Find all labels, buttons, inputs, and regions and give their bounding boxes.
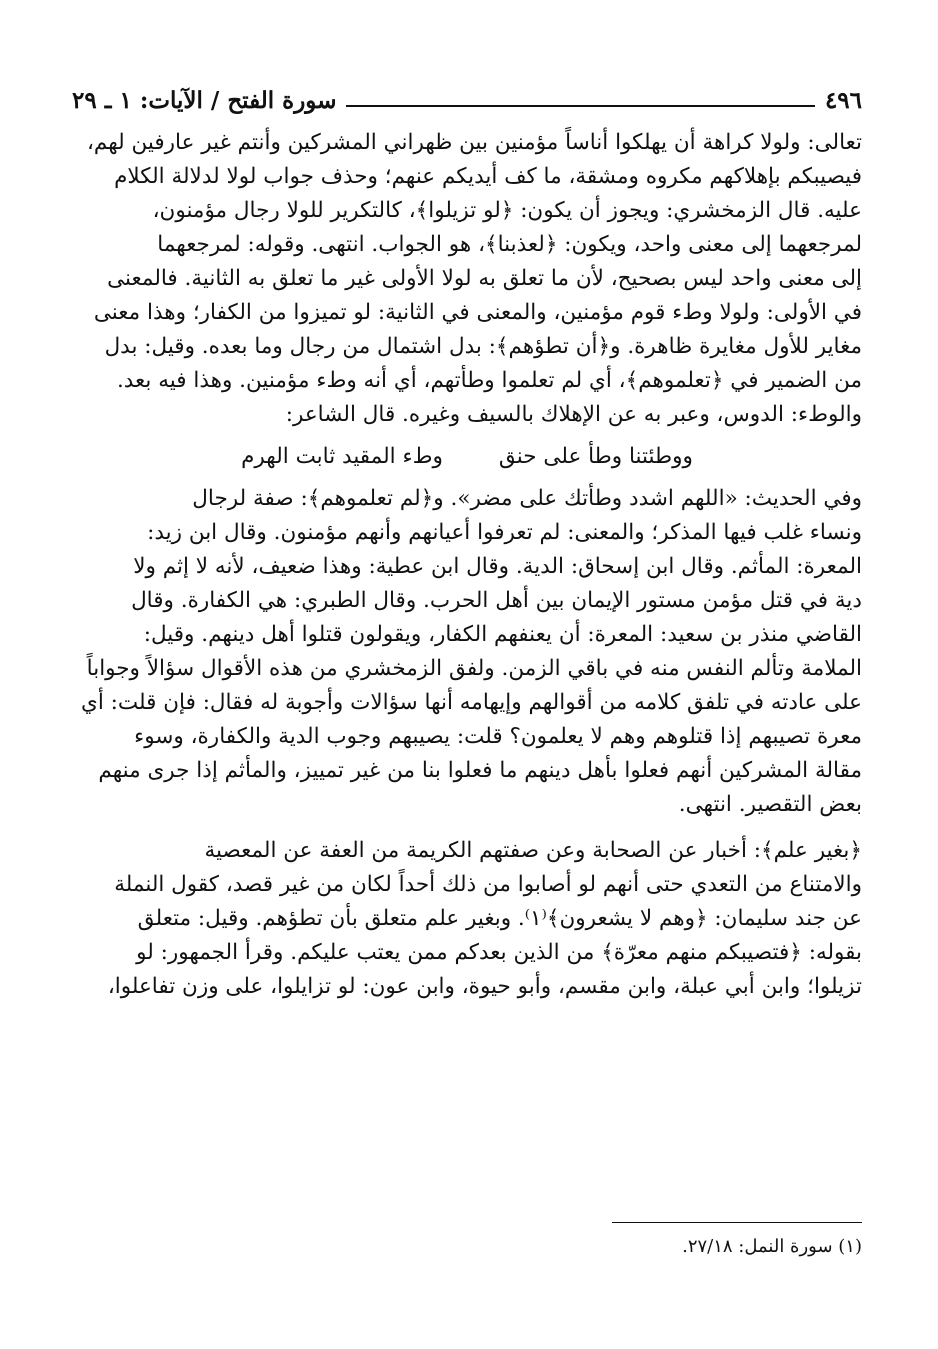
text-line: عليه. قال الزمخشري: ويجوز أن يكون: ﴿لو تزيلوا﴾، كالتكرير للولا رجال مؤمنون، (152, 198, 862, 223)
header-rule (346, 105, 814, 107)
verse-hemistich-1: ووطئتنا وطأ على حنق (498, 444, 693, 469)
text-line: معرة تصيبهم إذا قتلوهم وهم لا يعلمون؟ قلت: يصيبهم وجوب الدية والكفارة، وسوء (134, 724, 862, 749)
paragraph-3 (72, 834, 862, 1004)
text-line: إلى معنى واحد ليس بصحيح، لأن ما تعلق به لولا الأولى غير ما تعلق به الثانية. فالمعنى (107, 266, 862, 291)
text-line: وفي الحديث: «اللهم اشدد وطأتك على مضر». و﴿لم تعلموهم﴾: صفة لرجال (192, 486, 862, 511)
text-line: والامتناع من التعدي حتى أنهم لو أصابوا من ذلك أحداً لكان من غير قصد، كقول النملة (114, 872, 862, 897)
text-line: لمرجعهما إلى معنى واحد، ويكون: ﴿لعذبنا﴾، هو الجواب. انتهى. وقوله: لمرجعهما (157, 232, 862, 257)
page-number: ٤٩٦ (824, 87, 862, 114)
text-line: والوطء: الدوس، وعبر به عن الإهلاك بالسيف وغيره. قال الشاعر: (285, 402, 862, 427)
text-line: تعالى: ولولا كراهة أن يهلكوا أناساً مؤمنين بين ظهراني المشركين وأنتم غير عارفين لهم، (86, 130, 862, 155)
text-line: فيصيبكم بإهلاكهم مكروه ومشقة، ما كف أيديكم عنهم؛ وحذف جواب لولا لدلالة الكلام (114, 164, 862, 189)
text-line: تزيلوا؛ وابن أبي عبلة، وابن مقسم، وأبو حيوة، وابن عون: لو تزايلوا، على وزن تفاعلوا، (107, 974, 862, 999)
text-line: دية في قتل مؤمن مستور الإيمان بين أهل الحرب. وقال الطبري: هي الكفارة. وقال (131, 588, 862, 613)
text-line: من الضمير في ﴿تعلموهم﴾، أي لم تعلموا وطأتهم، أي أنه وطء مؤمنين. وهذا فيه بعد. (116, 368, 862, 393)
text-line: المعرة: المأثم. وقال ابن إسحاق: الدية. وقال ابن عطية: وهذا ضعيف، لأنه لا إثم ولا (133, 554, 862, 579)
page-header (72, 88, 862, 114)
text-line: ﴿بغير علم﴾: أخبار عن الصحابة وعن صفتهم الكريمة من العفة عن المعصية (204, 838, 862, 863)
paragraph-2 (72, 482, 862, 822)
footnote-separator (612, 1222, 862, 1223)
main-text (72, 126, 862, 1004)
footnote: (١) سورة النمل: ٢٧/١٨. (682, 1236, 862, 1257)
running-title: سورة الفتح / الآيات: ١ ـ ٢٩ (72, 87, 337, 114)
paragraph-1 (72, 126, 862, 432)
text-line: بقوله: ﴿فتصيبكم منهم معرّة﴾ من الذين بعدكم ممن يعتب عليكم. وقرأ الجمهور: لو (136, 940, 862, 965)
text-line: القاضي منذر بن سعيد: المعرة: أن يعنفهم الكفار، ويقولون قتلوا أهل دينهم. وقيل: (143, 622, 862, 647)
text-line: على عادته في تلفق كلامه من أقوالهم وإيهامه أنها سؤالات وأجوبة له فقال: فإن قلت: أي (81, 690, 862, 715)
text-line: مغاير للأول مغايرة ظاهرة. و﴿أن تطؤهم﴾: بدل اشتمال من رجال وما بعده. وقيل: بدل (104, 334, 862, 359)
verse-hemistich-2: وطء المقيد ثابت الهرم (241, 444, 443, 469)
text-line: مقالة المشركين أنهم فعلوا بأهل دينهم ما فعلوا بنا من غير تمييز، والمأثم إذا جرى منهم (98, 758, 862, 783)
poetry-verse (72, 440, 862, 474)
text-line: بعض التقصير. انتهى. (678, 792, 862, 817)
text-line: الملامة وتألم النفس منه في باقي الزمن. ولفق الزمخشري من هذه الأقوال سؤالاً وجواباً (86, 656, 862, 681)
text-line: في الأولى: ولولا وطء قوم مؤمنين، والمعنى في الثانية: لو تميزوا من الكفار؛ وهذا معنى (93, 300, 862, 325)
text-line: ونساء غلب فيها المذكر؛ والمعنى: لم تعرفوا أعيانهم وأنهم مؤمنون. وقال ابن زيد: (147, 520, 862, 545)
text-line: عن جند سليمان: ﴿وهم لا يشعرون﴾⁽١⁾. وبغير علم متعلق بأن تطؤهم. وقيل: متعلق (137, 906, 862, 931)
